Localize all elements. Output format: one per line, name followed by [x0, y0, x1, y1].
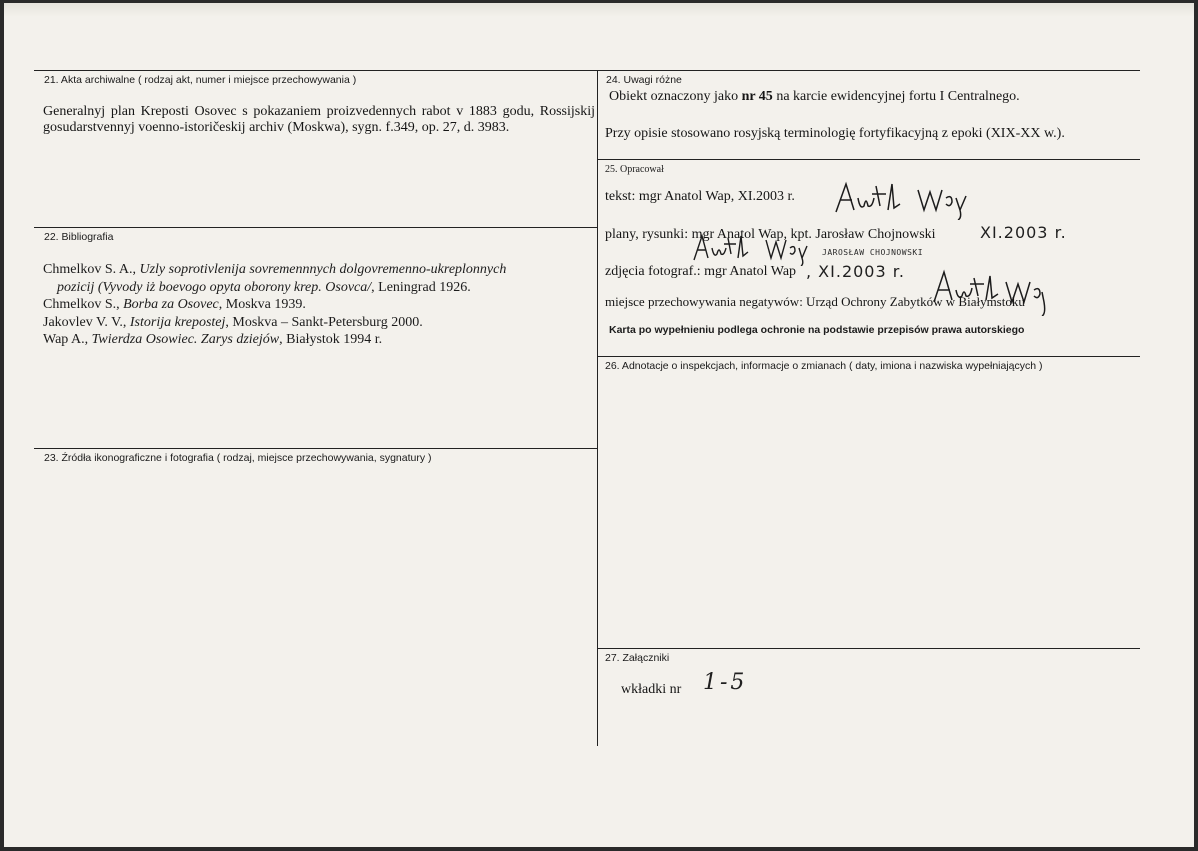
entry-title: Borba za Osovec: [123, 297, 219, 312]
bibliography-entry: [43, 331, 588, 349]
entry-author: Chmelkov S.,: [43, 297, 124, 312]
divider: [597, 648, 1140, 649]
divider: [34, 448, 597, 449]
entry-title: Uzly soprotivlenija sovremennnych dolgovremenno-ukreplonnych: [139, 262, 507, 277]
entry-publication: , Moskva – Sankt-Petersburg 2000.: [225, 314, 423, 330]
section-24-line-2: Przy opisie stosowano rosyjską terminologię fortyfikacyjną z epoki (XIX-XX w.).: [605, 126, 1065, 141]
section-26-label: 26. Adnotacje o inspekcjach, informacje o zmianach ( daty, imiona i nazwiska wypełniających ): [605, 360, 1043, 372]
entry-publication: , Leningrad 1926.: [371, 279, 471, 295]
entry-author: Chmelkov S. A.,: [43, 262, 140, 277]
entry-publication: , Moskva 1939.: [218, 297, 306, 312]
entry-author: Wap A.,: [43, 332, 92, 347]
negatives-storage-line: miejsce przechowywania negatywów: Urząd Ochrony Zabytków w Białymstoku: [605, 294, 1025, 309]
attachments-range-handwritten: 1-5: [703, 670, 748, 695]
bibliography-list: [43, 261, 588, 349]
entry-author: Jakovlev V. V.,: [43, 314, 130, 330]
attachments-label: wkładki nr: [621, 682, 682, 697]
remark-text: na karcie ewidencyjnej fortu I Centralnego.: [772, 89, 1020, 104]
plans-author-line: plany, rysunki: mgr Anatol Wap, kpt. Jarosław Chojnowski: [605, 227, 936, 242]
section-27-label: 27. Załączniki: [605, 652, 670, 664]
photos-date-handwritten: , XI.2003 r.: [806, 262, 905, 281]
divider: [34, 70, 1140, 71]
section-21-text: Generalnyj plan Kreposti Osovec s pokazaniem proizvedennych rabot v 1883 godu, Rossijskij gosudarstvennyj voenno-istoričeskij archiv (Moskwa), sygn. f.349, op. 27, d. 3983.: [43, 104, 595, 135]
copyright-notice: Karta po wypełnieniu podlega ochronie na podstawie przepisów prawa autorskiego: [609, 324, 1025, 336]
entry-title: Twierdza Osowiec. Zarys dziejów: [91, 332, 280, 347]
section-24-line-1: [609, 89, 1139, 105]
divider: [597, 159, 1140, 160]
photos-author-line: zdjęcia fotograf.: mgr Anatol Wap: [605, 264, 797, 279]
divider: [597, 70, 598, 746]
section-21-label: 21. Akta archiwalne ( rodzaj akt, numer i miejsce przechowywania ): [44, 74, 357, 86]
bibliography-entry-continued: [43, 279, 588, 297]
divider: [34, 227, 597, 228]
remark-text: Obiekt oznaczony jako: [609, 89, 742, 104]
plans-coauthor-handwritten: JAROSŁAW CHOJNOWSKI: [822, 248, 924, 257]
signature-icon: [832, 180, 977, 220]
bibliography-entry: [43, 261, 588, 279]
section-25-label: 25. Opracował: [605, 164, 664, 175]
entry-title-continued: pozicij (Vyvody iż boevogo opyta oborony krep. Osovca/: [57, 279, 372, 295]
bibliography-entry: [43, 296, 588, 314]
divider: [597, 356, 1140, 357]
section-24-label: 24. Uwagi różne: [606, 74, 682, 86]
entry-publication: , Białystok 1994 r.: [279, 332, 383, 347]
bibliography-entry: [43, 314, 588, 332]
section-22-label: 22. Bibliografia: [44, 231, 114, 243]
author-text-line: tekst: mgr Anatol Wap, XI.2003 r.: [605, 189, 795, 204]
object-number: nr 45: [741, 89, 773, 104]
entry-title: Istorija krepostej: [129, 314, 226, 330]
signature-icon: [690, 232, 815, 266]
section-23-label: 23. Źródła ikonograficzne i fotografia ( rodzaj, miejsce przechowywania, sygnatury ): [44, 452, 432, 464]
plans-date-handwritten: XI.2003 r.: [980, 223, 1067, 242]
